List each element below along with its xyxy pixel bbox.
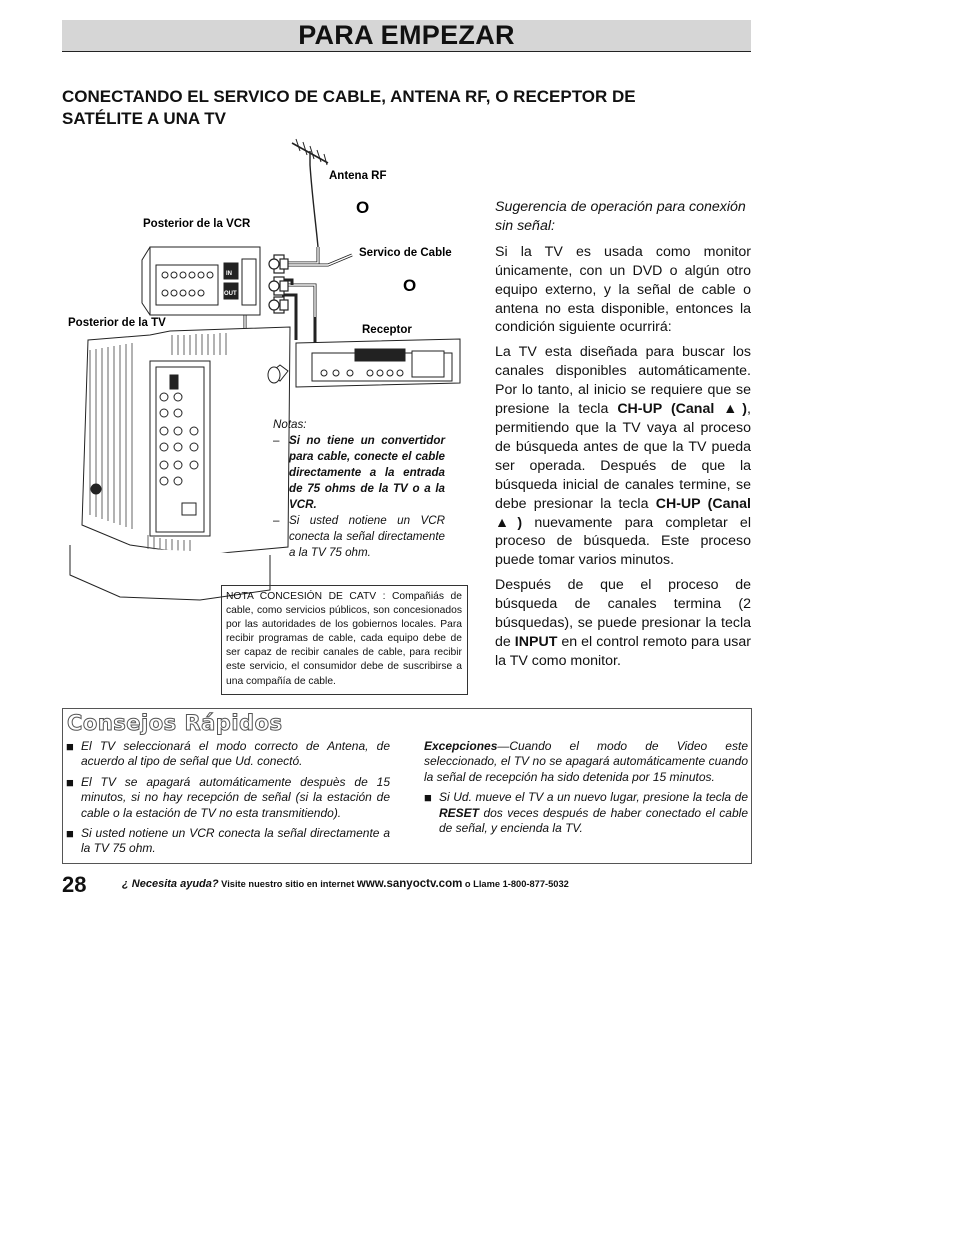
footer-question: ¿ Necesita ayuda?	[122, 878, 219, 890]
page-title: PARA EMPEZAR	[298, 20, 515, 50]
footer-help	[122, 878, 569, 890]
tip-text: , permitiendo que la TV vaya al proceso de búsqueda antes de que la TV pueda ser operada. Después de que la búsqueda inicial de canales termine, se debe presionar la tecla	[495, 401, 751, 512]
tip-text: dos veces después de haber conectado el cable de señal, y encienda la TV.	[439, 805, 748, 836]
notes-dash: –	[273, 434, 280, 447]
label-servico-cable: Servico de Cable	[359, 247, 452, 259]
list-item	[66, 739, 390, 770]
notes-item-1: Si no tiene un convertidor para cable, conecte el cable directamente a la entrada de 75 ohms de la TV o a la VCR.	[289, 434, 445, 511]
tip-title: Sugerencia de operación para conexión sin señal:	[495, 199, 746, 234]
tip-text: Si Ud. mueve el TV a un nuevo lugar, presione la tecla de	[439, 790, 748, 805]
footer-visit: Visite nuestro sitio en internet	[218, 879, 357, 889]
label-o-1: O	[356, 198, 370, 217]
tip-item: El TV seleccionará el modo correcto de Antena, de acuerdo al tipo de señal que Ud. conectó.	[81, 739, 390, 769]
notes-item	[273, 513, 445, 561]
tip-text: La TV esta diseñada para buscar los canales disponibles automáticamente. Por lo tanto, al inicio se requiere que se presione la tecla	[495, 344, 751, 418]
bullet-icon: ■	[66, 774, 74, 790]
bullet-icon: ■	[66, 826, 74, 842]
label-posterior-vcr: Posterior de la VCR	[143, 218, 251, 230]
tip-item: El TV se apagará automáticamente despuès de 15 minutos, si no hay recepción de señal (si la estación de cable o la estación de TV no esta transmitiendo).	[81, 774, 390, 820]
vcr-rear-panel	[142, 247, 260, 315]
label-vcr-out: OUT	[224, 291, 237, 297]
key-ch-up: CH-UP (Canal ▲)	[617, 401, 748, 418]
label-posterior-tv: Posterior de la TV	[68, 317, 166, 329]
quick-tips-title: Consejos Rápidos	[67, 711, 283, 735]
label-o-2: O	[403, 276, 417, 295]
key-reset: RESET	[439, 805, 480, 820]
notes-item-2: Si usted notiene un VCR conecta la señal directamente a la TV 75 ohm.	[289, 514, 445, 559]
key-input: INPUT	[514, 633, 558, 650]
exceptions-paragraph	[424, 739, 748, 785]
quick-tips-box	[62, 708, 752, 864]
tip-paragraph-1: Si la TV es usada como monitor únicamente, con un DVD o algún otro equipo externo, y la señal de cable o antena no esta disponible, entonces la condición siguiente ocurrirá:	[495, 243, 751, 336]
header-bar	[62, 20, 751, 52]
antenna-icon	[292, 139, 328, 247]
tip-text: en el control remoto para usar la TV como monitor.	[495, 633, 751, 669]
quick-tips-right	[424, 739, 748, 841]
tip-item	[439, 790, 748, 836]
exceptions-lead: Excepciones	[424, 739, 498, 753]
exceptions-text: —Cuando el modo de Video este seleccionado, el TV no se apagará automáticamente cuando la señal de recepción ha sido detenida por 15 minutos.	[424, 739, 748, 784]
tip-text: Después de que el proceso de búsqueda de canales termina (2 búsquedas), se puede presionar la tecla de	[495, 577, 751, 650]
notes-dash: –	[273, 514, 280, 527]
bullet-icon: ■	[424, 790, 432, 806]
list-item	[66, 775, 390, 821]
label-antena-rf: Antena RF	[329, 170, 387, 182]
notes-item	[273, 433, 445, 513]
operation-tip	[495, 198, 751, 677]
footer-call: o Llame 1-800-877-5032	[462, 879, 569, 889]
page-number: 28	[62, 872, 87, 897]
footer-url[interactable]: www.sanyoctv.com	[356, 878, 463, 890]
f-connector-icon	[269, 255, 288, 313]
tip-paragraph-3	[495, 576, 751, 671]
tip-paragraph-2	[495, 343, 751, 570]
list-item	[424, 790, 748, 836]
receiver-device	[268, 339, 460, 387]
quick-tips-left	[66, 739, 390, 862]
section-title: CONECTANDO EL SERVICO DE CABLE, ANTENA RF, O RECEPTOR DE SATÉLITE A UNA TV	[62, 87, 636, 128]
catv-note: NOTA CONCESIÓN DE CATV : Compañiás de cable, como servicios públicos, son concesionados por las autoridades de los gobiernos locales. Para recibir programas de cable, cada equipo debe de ser capaz de recibir canales de cable, para recibir este servicio, el consumidor debe de suscribirse a una compañía de cable.	[221, 585, 468, 695]
tip-text: nuevamente para completar el proceso de búsqueda. Este proceso puede tomar varios minutos.	[495, 514, 751, 569]
tv-rear-panel	[70, 327, 290, 600]
tip-item: Si usted notiene un VCR conecta la señal directamente a la TV 75 ohm.	[81, 826, 390, 856]
key-ch-up: CH-UP (Canal ▲)	[495, 495, 751, 531]
bullet-icon: ■	[66, 739, 74, 754]
label-vcr-in: IN	[226, 271, 232, 277]
notes	[273, 417, 445, 561]
list-item	[66, 826, 390, 857]
label-receptor: Receptor	[362, 324, 412, 336]
notes-heading: Notas:	[273, 418, 307, 431]
